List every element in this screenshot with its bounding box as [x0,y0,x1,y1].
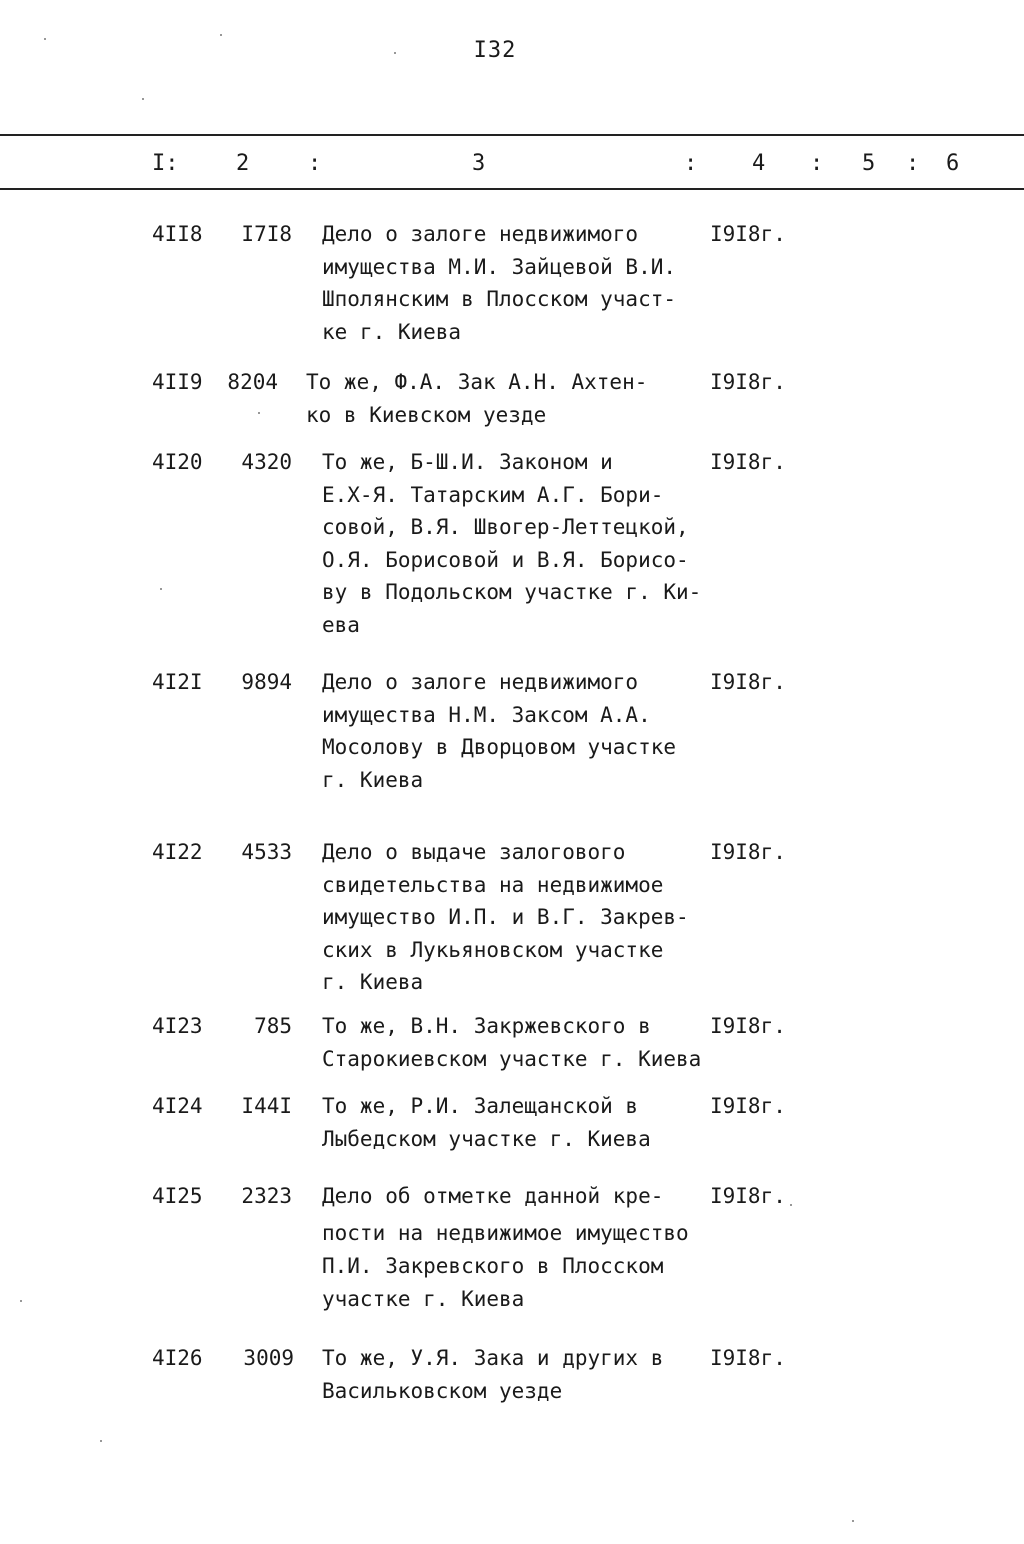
entry-year: I9I8г. [710,1346,786,1370]
scan-speck [258,412,260,414]
description-line: П.И. Закревского в Плосском [322,1254,664,1278]
entry-number: 4I25 [152,1184,203,1208]
entry-year: I9I8г. [710,1094,786,1118]
description-line: Дело о залоге недвижимого [322,670,639,694]
scan-speck [220,34,222,36]
archive-number: 2323 [241,1184,292,1208]
description-line: Дело о залоге недвижимого [322,222,639,246]
description-line: То же, Б-Ш.И. Законом и [322,450,613,474]
column-separator: : [308,151,322,176]
description-line: То же, Р.И. Залещанской в [322,1094,639,1118]
archive-number: I44I [241,1094,292,1118]
entry-number: 4I24 [152,1094,203,1118]
description-line: ко в Киевском уезде [306,402,547,427]
column-header-6: 6 [946,151,960,176]
description-line: ву в Подольском участке г. Ки- [322,580,702,604]
description-line: Старокиевском участке г. Киева [322,1046,702,1071]
entry-year: I9I8г. [710,1014,786,1038]
column-separator: : [906,151,920,176]
description-line: ева [322,612,360,637]
entry-year: I9I8г. [710,840,786,864]
archive-number: 4320 [241,450,292,474]
header-rule-bottom [0,188,1024,190]
entry-number: 4I23 [152,1014,203,1038]
description-line: Лыбедском участке г. Киева [322,1126,651,1151]
description-line: Дело об отметке данной кре- [322,1184,664,1208]
archive-number: 8204 [227,370,278,394]
scan-speck [20,1300,22,1302]
column-separator: : [684,151,698,176]
scan-speck [852,1520,854,1522]
scan-speck [394,52,396,54]
description-line: г. Киева [322,970,424,994]
scan-speck [790,1204,792,1206]
description-line: То же, У.Я. Зака и других в [322,1346,664,1370]
description-line: Дело о выдаче залогового [322,840,626,864]
entry-description [322,1342,712,1407]
scan-speck [142,98,144,100]
description-line: Е.Х-Я. Татарским А.Г. Бори- [322,482,664,507]
entry-description [322,1090,712,1155]
entry-year: I9I8г. [710,670,786,694]
page-number: I32 [473,38,517,63]
description-line: Мосолову в Дворцовом участке [322,735,677,759]
scan-speck [160,588,162,590]
column-header-5: 5 [862,151,876,176]
description-line: участке г. Киева [322,1287,525,1311]
description-line: г. Киева [322,767,424,792]
archive-number: 9894 [241,670,292,694]
archive-number: I7I8 [241,222,292,246]
entry-number: 4II9 [152,370,203,394]
entry-description [306,366,696,431]
description-line: имущество И.П. и В.Г. Закрев- [322,905,689,929]
entry-description [322,666,712,796]
entry-number: 4I26 [152,1346,203,1370]
description-line: имущества М.И. Зайцевой В.И. [322,254,677,279]
column-header-2: 2 [236,151,250,176]
entry-year: I9I8г. [710,1184,786,1208]
entry-description [322,836,712,999]
description-line: О.Я. Борисовой и В.Я. Борисо- [322,547,689,572]
scan-speck [44,38,46,40]
archive-number: 3009 [243,1346,294,1370]
description-line: То же, Ф.А. Зак А.Н. Ахтен- [306,370,648,394]
column-header-4: 4 [752,151,766,176]
description-line: Шполянским в Плосском участ- [322,287,677,311]
entry-number: 4I2I [152,670,203,694]
header-rule-top [0,134,1024,136]
column-separator: : [810,151,824,176]
archive-number: 4533 [241,840,292,864]
description-line: совой, В.Я. Швогер-Леттецкой, [322,515,689,539]
description-line: ских в Лукьяновском участке [322,937,664,962]
entry-number: 4I22 [152,840,203,864]
entry-year: I9I8г. [710,450,786,474]
entry-year: I9I8г. [710,370,786,394]
entry-description [322,1010,712,1075]
entry-number: 4I20 [152,450,203,474]
entry-description [322,218,712,348]
description-line: Васильковском уезде [322,1378,563,1403]
entry-description [322,446,712,641]
description-line: ке г. Киева [322,319,462,344]
entry-year: I9I8г. [710,222,786,246]
entry-number: 4II8 [152,222,203,246]
column-header-1: I: [152,151,179,176]
description-line: имущества Н.М. Заксом А.А. [322,702,651,727]
description-line: пости на недвижимое имущество [322,1221,689,1245]
entry-description [322,1180,712,1316]
archive-number: 785 [254,1014,292,1038]
column-header-3: 3 [472,151,486,176]
description-line: свидетельства на недвижимое [322,872,664,897]
scan-speck [100,1440,102,1442]
description-line: То же, В.Н. Закржевского в [322,1014,651,1038]
